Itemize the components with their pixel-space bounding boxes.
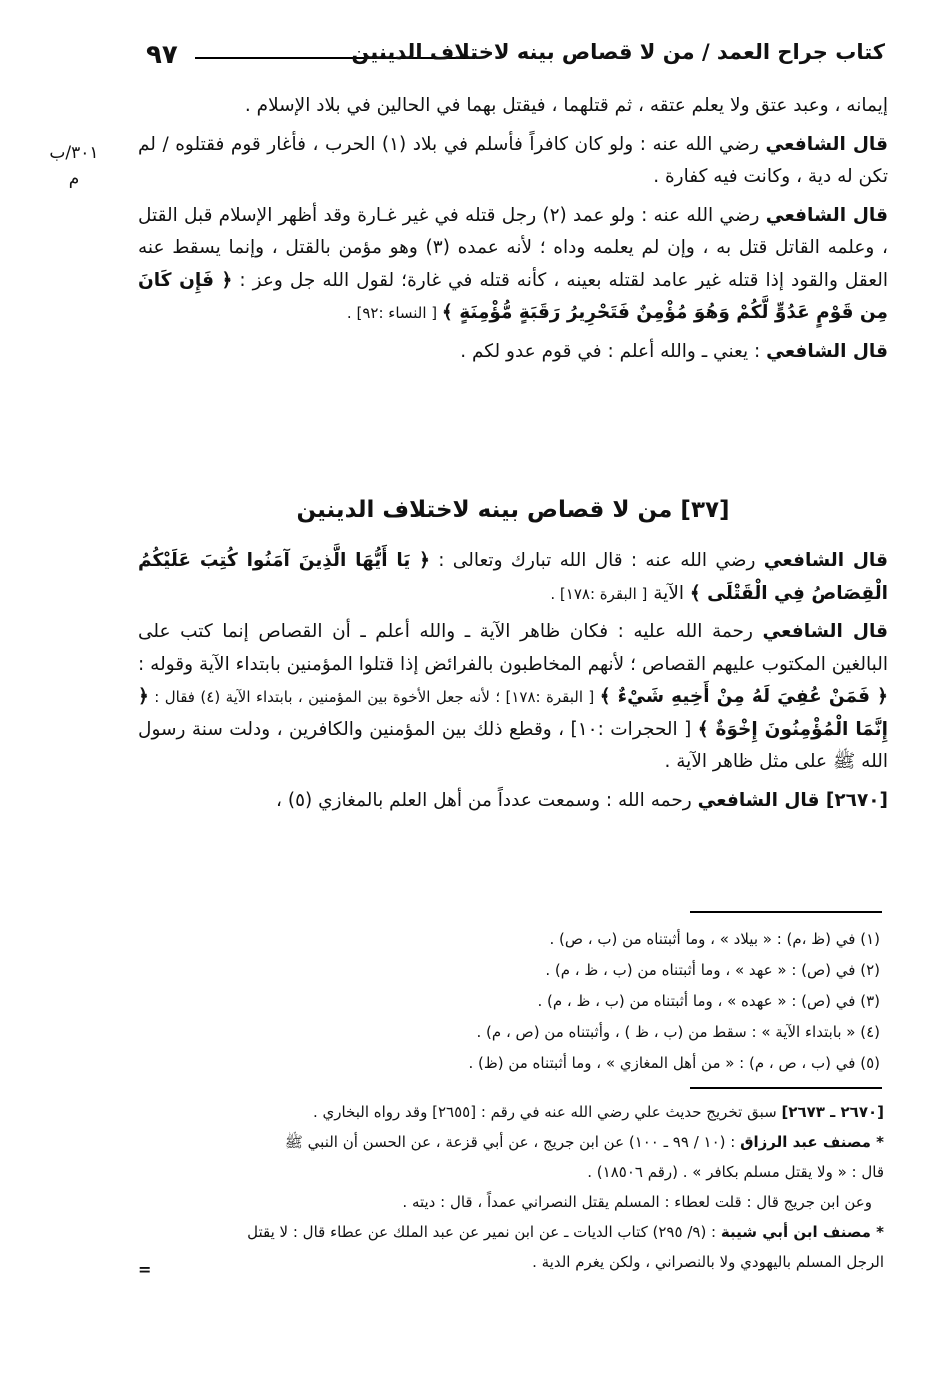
paragraph: [٢٦٧٠] قال الشافعي رحمه الله : وسمعت عدداً من أهل العلم بالمغازي (٥) ، <box>276 789 888 811</box>
footnote: (١) في (ظ ،م) : « بيلاد » ، وما أثبتناه من (ب ، ص) . <box>549 930 880 948</box>
takhrij-line: وعن ابن جريج قال : قلت لعطاء : المسلم يقتل النصراني عمداً ، قال : ديته . <box>402 1193 872 1211</box>
quran-verse: ﴿ يَا أَيُّهَا الَّذِينَ آمَنُوا كُتِبَ عَلَيْكُمُ الْقِصَاصُ فِي الْقَتْلَى ﴾ <box>138 550 888 604</box>
footnote: (٥) في (ب ، ص ، م) : « من أهل المغازي » ، وما أثبتناه من (ظ) . <box>468 1054 880 1072</box>
speaker-label: قال الشافعي <box>765 204 888 226</box>
takhrij-line: * مصنف ابن أبي شيبة : (٩/ ٢٩٥) كتاب الديات ـ عن ابن نمير عن عبد الملك عن عطاء قال : لا يقتل <box>247 1223 884 1241</box>
speaker-label: قال الشافعي <box>762 621 889 642</box>
footnotes <box>300 924 880 1079</box>
paragraph: قال الشافعي رضي الله عنه : ولو كان كافراً فأسلم في بلاد (١) الحرب ، فأغار قوم فقتلوه / لم تكن له دية ، وكانت فيه كفارة . <box>138 133 888 187</box>
paragraph: قال الشافعي رحمة الله عليه : فكان ظاهر الآية ـ والله أعلم ـ أن القصاص إنما كتب على البالغين المكتوب عليهم القصاص ؛ لأنهم المخاطبون بالفرائض إذا قتلوا المؤمنين بابتداء الآية وقوله : ﴿ فَمَنْ عُفِيَ لَهُ مِنْ أَخِيهِ شَيْءٌ ﴾ [ البقرة :١٧٨] ؛ لأنه جعل الأخوة بين المؤمنين ، بابتداء الآية (٤) فقال : ﴿ إِنَّمَا الْمُؤْمِنُونَ إِخْوَةٌ ﴾ [ الحجرات :١٠] ، وقطع ذلك بين المؤمنين والكافرين ، ودلت سنة رسول الله ﷺ على مثل ظاهر الآية . <box>138 621 889 772</box>
takhrij-divider <box>690 1087 882 1089</box>
footnote: (٢) في (ص) : « عهد » ، وما أثبتناه من (ب ، ظ ، م) . <box>545 961 880 979</box>
page-number: ٩٧ <box>146 40 178 70</box>
section-heading: [٣٧] من لا قصاص بينه لاختلاف الدينين <box>296 497 730 523</box>
takhrij-line: الرجل المسلم باليهودي ولا بالنصراني ، ولكن يغرم الدية . <box>532 1253 884 1271</box>
page-header <box>140 38 885 78</box>
paragraph: قال الشافعي : يعني ـ والله أعلم : في قوم عدو لكم . <box>460 340 888 362</box>
running-title: كتاب جراح العمد / من لا قصاص بينه لاختلاف الدينين <box>351 40 885 64</box>
takhrij-notes <box>132 1097 884 1277</box>
margin-note-siglum: م <box>68 169 80 189</box>
paragraph: قال الشافعي رضي الله عنه : ولو عمد (٢) رجل قتله في غير غـارة وقد أظهر الإسلام قبل القتل ، وعلمه القاتل قتل به ، وإن لم يعلمه وداه ؛ لأنه عمده (٣) وهو مؤمن بالقتل ، وإنما يسقط عنه العقل والقود إذا قتله غير عامد لقتله بعينه ، كأنه قتله في غارة؛ لقول الله جل وعز : ﴿ فَإِن كَانَ مِن قَوْمٍ عَدُوٍّ لَّكُمْ وَهُوَ مُؤْمِنٌ فَتَحْرِيرُ رَقَبَةٍ مُّؤْمِنَةٍ ﴾ [ النساء :٩٢] . <box>138 204 888 323</box>
takhrij-line: * مصنف عبد الرزاق : (١٠ / ٩٩ ـ ١٠٠) عن ابن جريج ، عن أبي قزعة ، عن الحسن أن النبي ﷺ <box>284 1133 884 1151</box>
footnote: (٣) في (ص) : « عهده » ، وما أثبتناه من (ب ، ظ ، م) . <box>537 992 880 1010</box>
speaker-label: قال الشافعي <box>765 133 888 155</box>
paragraph: إيمانه ، وعبد عتق ولا يعلم عتقه ، ثم قتلهما ، فيقتل بهما في الحالين في بلاد الإسلام . <box>244 95 888 116</box>
continuation-mark: = <box>138 1260 152 1279</box>
quran-verse: ﴿ فَمَنْ عُفِيَ لَهُ مِنْ أَخِيهِ شَيْءٌ ﴾ <box>599 686 888 707</box>
paragraph: قال الشافعي رضي الله عنه : قال الله تبارك وتعالى : ﴿ يَا أَيُّهَا الَّذِينَ آمَنُوا كُتِبَ عَلَيْكُمُ الْقِصَاصُ فِي الْقَتْلَى ﴾ الآية [ البقرة :١٧٨] . <box>138 550 888 604</box>
quran-verse: ﴿ إِنَّمَا الْمُؤْمِنُونَ إِخْوَةٌ ﴾ <box>138 686 888 740</box>
speaker-label: [٢٦٧٠] قال الشافعي <box>697 789 888 811</box>
margin-manuscript-note <box>30 140 118 192</box>
takhrij-line: [٢٦٧٠ ـ ٢٦٧٣] سبق تخريج حديث علي رضي الله عنه في رقم : [٢٦٥٥] وقد رواه البخاري . <box>312 1103 884 1121</box>
main-text-upper <box>138 90 888 374</box>
takhrij-line: قال : « ولا يقتل مسلم بكافر » . (رقم ١٨٥٠٦) . <box>587 1163 884 1181</box>
margin-note-folio: ٣٠١/ب <box>49 143 99 163</box>
verse-reference: [ البقرة :١٧٨] . <box>550 584 648 603</box>
main-text-section <box>138 545 888 823</box>
quran-verse: ﴿ فَإِن كَانَ مِن قَوْمٍ عَدُوٍّ لَّكُمْ وَهُوَ مُؤْمِنٌ فَتَحْرِيرُ رَقَبَةٍ مُّؤْمِنَةٍ ﴾ <box>138 269 888 323</box>
footnote-divider <box>690 911 882 913</box>
verse-reference: [ النساء :٩٢] . <box>346 304 442 322</box>
speaker-label: قال الشافعي <box>763 550 888 571</box>
footnote: (٤) « بابتداء الآية » : سقط من (ب ، ظ ) ، وأثبتناه من (ص ، م) . <box>476 1023 880 1041</box>
speaker-label: قال الشافعي <box>766 340 888 362</box>
